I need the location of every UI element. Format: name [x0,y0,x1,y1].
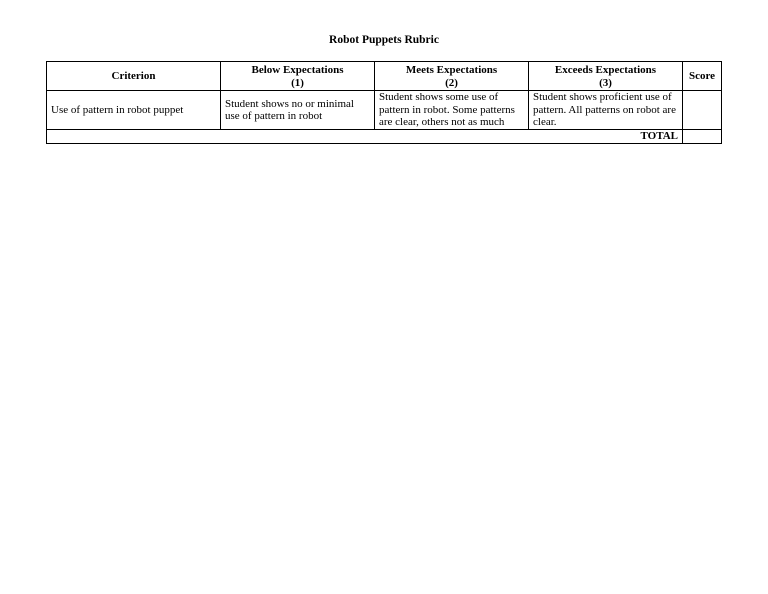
total-label: TOTAL [47,130,683,144]
level-name: Exceeds Expectations [554,64,657,76]
table-row [47,91,722,130]
document-title: Robot Puppets Rubric [329,34,439,46]
level-name: Below Expectations [251,64,344,76]
score-cell [683,91,722,130]
below-description: Student shows no or minimal use of pattern in robot [221,91,375,130]
level-points: (1) [291,76,304,89]
score-header: Score [683,62,722,91]
meets-description: Student shows some use of pattern in robot. Some patterns are clear, others not as much [375,91,529,130]
level-points: (3) [599,76,612,89]
rubric-table [46,61,722,144]
level-points: (2) [445,76,458,89]
level-header-below [221,62,375,91]
criterion-header: Criterion [47,62,221,91]
level-name: Meets Expectations [405,64,498,76]
total-score-cell [683,130,722,144]
header-row [47,62,722,91]
level-header-exceeds [529,62,683,91]
level-header-meets [375,62,529,91]
total-row [47,130,722,144]
criterion-cell: Use of pattern in robot puppet [47,91,221,130]
exceeds-description: Student shows proficient use of pattern. All patterns on robot are clear. [529,91,683,130]
